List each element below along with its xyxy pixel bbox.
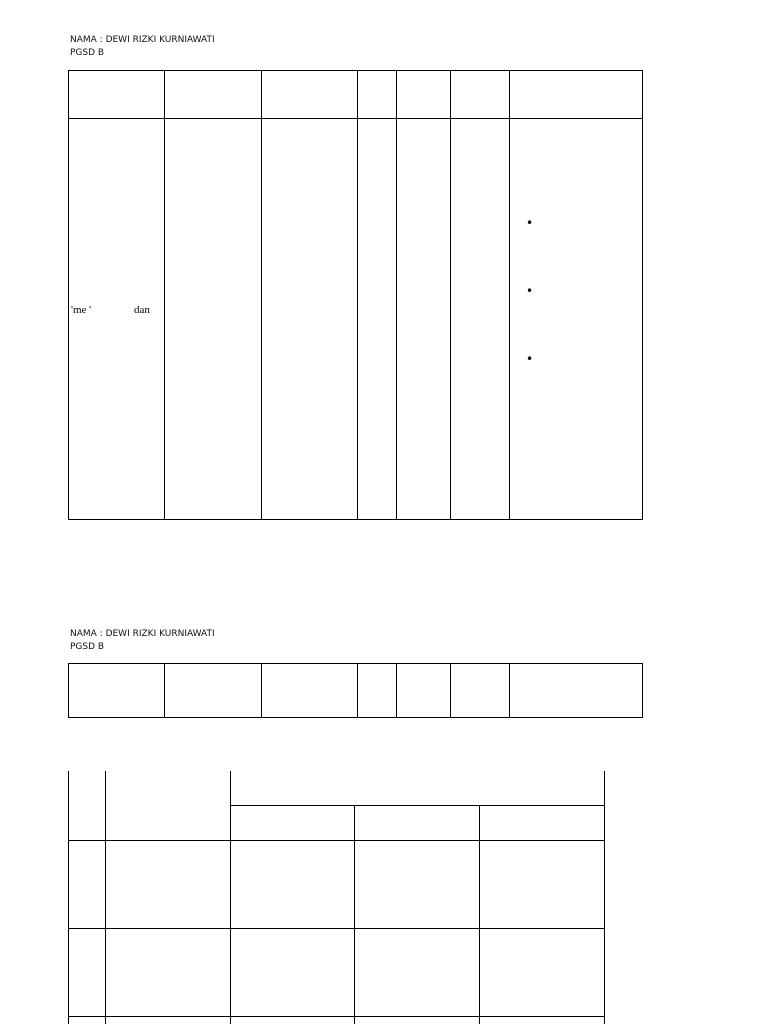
table-cell [510,119,643,520]
table-rule [105,771,106,1024]
table-cell [451,664,510,718]
table-rule [479,806,480,1024]
cell-text-me: 'me ' [71,304,92,316]
bullet-point: • [526,216,534,230]
table-cell [69,664,165,718]
table-cell [262,119,358,520]
table-rule [68,1016,605,1017]
table-rule [354,806,355,1024]
table-cell [358,119,397,520]
table-rule [68,840,605,841]
table-cell [69,119,165,520]
table-cell [165,664,262,718]
table-2-row [69,664,643,718]
table-cell [69,71,165,119]
table-cell [510,664,643,718]
table-cell [397,119,451,520]
section-2-header [70,628,215,654]
table-1-header-row [69,71,643,119]
table-2 [68,663,643,718]
table-cell [165,71,262,119]
table-cell [510,71,643,119]
table-cell [262,664,358,718]
table-cell [165,119,262,520]
table-1 [68,70,643,520]
table-cell [397,664,451,718]
table-rule [68,771,69,1024]
bullet-point: • [526,284,534,298]
table-cell [451,71,510,119]
bullet-point: • [526,352,534,366]
table-cell [397,71,451,119]
section-1-header [70,34,215,60]
table-cell [262,71,358,119]
table-cell [451,119,510,520]
cell-text-dan: dan [134,304,150,316]
table-rule [604,771,605,1024]
table-rule [230,771,231,1024]
table-cell [358,71,397,119]
student-name: NAMA : DEWI RIZKI KURNIAWATI [70,629,215,639]
student-class: PGSD B [70,48,105,58]
table-rule [68,928,605,929]
student-name: NAMA : DEWI RIZKI KURNIAWATI [70,35,215,45]
table-1-body-row [69,119,643,520]
student-class: PGSD B [70,642,105,652]
table-cell [358,664,397,718]
table-rule [230,805,605,806]
